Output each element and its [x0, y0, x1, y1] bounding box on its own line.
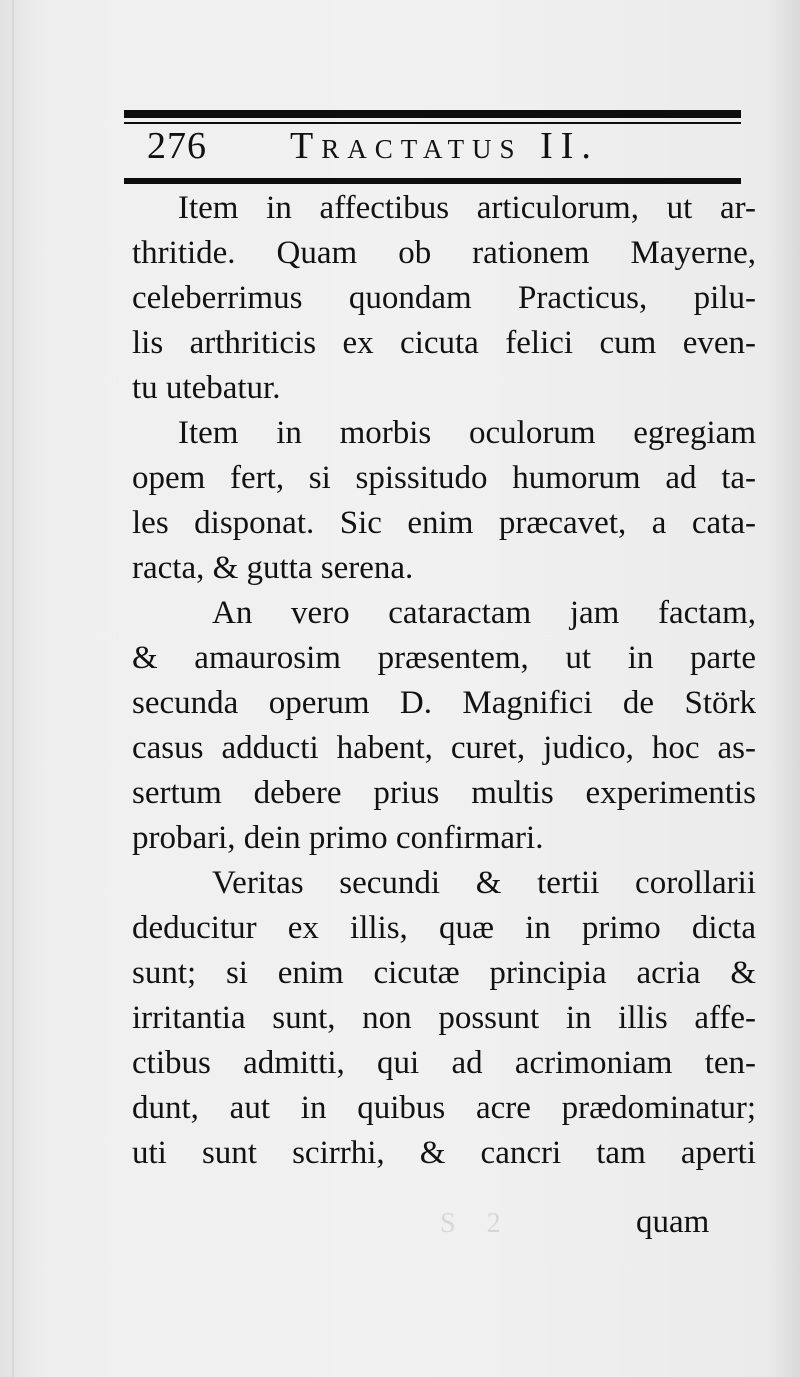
text-line: tu utebatur. — [132, 370, 281, 406]
header-rule-thick — [124, 110, 741, 118]
text-line: sertum debere prius multis experimentis — [132, 775, 756, 811]
text-line: irritantia sunt, non possunt in illis affe- — [132, 1000, 756, 1036]
text-line: probari, dein primo confirmari. — [132, 820, 544, 856]
signature-mark: S 2 — [440, 1208, 513, 1239]
header-underline-rule — [124, 178, 741, 184]
paragraph-4 — [132, 861, 756, 1176]
text-line: opem fert, si spissitudo humorum ad ta- — [132, 460, 756, 496]
paragraph-3 — [132, 591, 756, 861]
text-line: celeberrimus quondam Practicus, pilu- — [132, 280, 756, 316]
text-line: casus adducti habent, curet, judico, hoc as- — [132, 730, 756, 766]
page-number: 276 — [147, 125, 207, 167]
text-line: & amaurosim præsentem, ut in parte — [132, 640, 756, 676]
text-line: uti sunt scirrhi, & cancri tam aperti — [132, 1135, 756, 1171]
paragraph-1 — [132, 186, 756, 411]
text-line: An vero cataractam jam factam, — [212, 595, 756, 631]
text-line: Veritas secundi & tertii corollarii — [212, 865, 756, 901]
paragraph-2 — [132, 411, 756, 591]
text-line: Item in morbis oculorum egregiam — [178, 415, 756, 451]
text-line: racta, & gutta serena. — [132, 550, 414, 586]
text-line: secunda operum D. Magnifici de Störk — [132, 685, 756, 721]
catchword: quam — [636, 1204, 710, 1240]
text-line: thritide. Quam ob rationem Mayerne, — [132, 235, 756, 271]
text-line: deducitur ex illis, quæ in primo dicta — [132, 910, 756, 946]
text-line: dunt, aut in quibus acre prædominatur; — [132, 1090, 756, 1126]
text-line: lis arthriticis ex cicuta felici cum even- — [132, 325, 756, 361]
text-line: sunt; si enim cicutæ principia acria & — [132, 955, 756, 991]
text-line: Item in affectibus articulorum, ut ar- — [178, 190, 756, 226]
text-line: ctibus admitti, qui ad acrimoniam ten- — [132, 1045, 756, 1081]
running-head: Tractatus II. — [290, 125, 599, 167]
body-text — [132, 186, 756, 1176]
text-line: les disponat. Sic enim præcavet, a cata- — [132, 505, 756, 541]
